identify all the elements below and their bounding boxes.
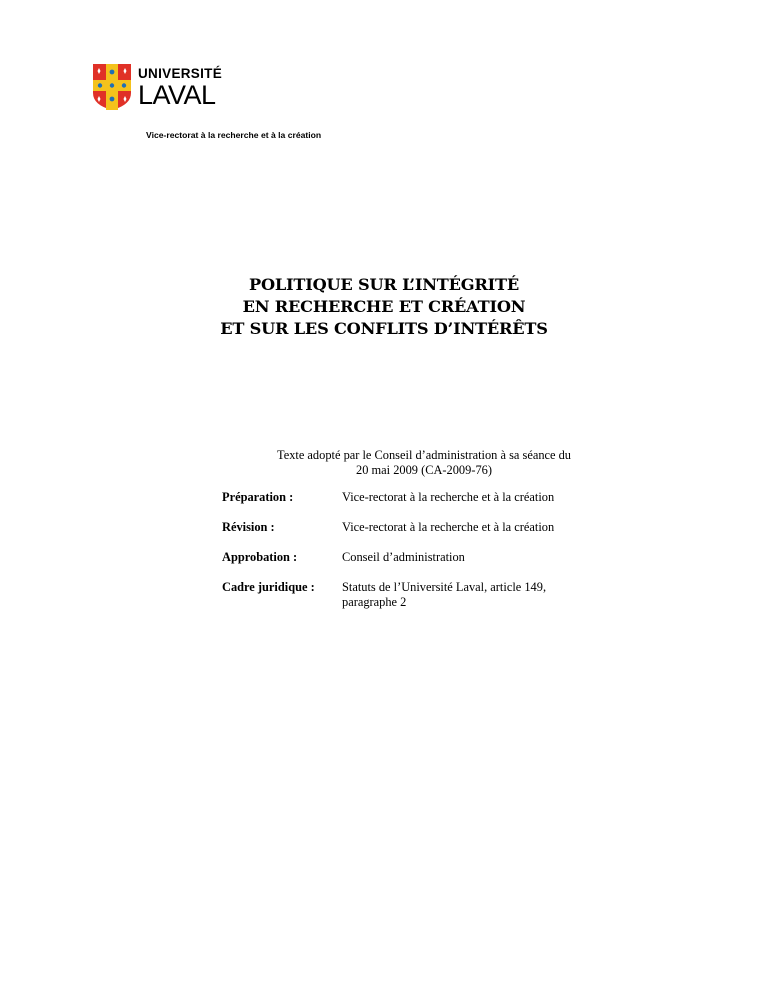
- title-line-2: EN RECHERCHE ET CRÉATION: [242, 297, 526, 316]
- title-line-3: ET SUR LES CONFLITS D’INTÉRÊTS: [220, 319, 548, 338]
- meta-value: [342, 520, 602, 535]
- adoption-line-2: 20 mai 2009 (CA-2009-76): [356, 463, 492, 477]
- meta-row-cadre-juridique: [222, 580, 602, 610]
- meta-value: [342, 490, 602, 505]
- department-heading: Vice-rectorat à la recherche et à la création: [146, 130, 322, 140]
- meta-value-line: Vice-rectorat à la recherche et à la création: [342, 520, 555, 534]
- meta-value: [342, 580, 602, 610]
- meta-value-line: Conseil d’administration: [342, 550, 465, 564]
- university-shield-icon: [92, 63, 132, 111]
- meta-row-revision: [222, 520, 602, 535]
- meta-label: Révision :: [222, 520, 275, 534]
- adoption-note: [248, 448, 600, 478]
- meta-value-line: paragraphe 2: [342, 595, 407, 609]
- university-logo: [92, 63, 222, 111]
- meta-label: Cadre juridique :: [222, 580, 315, 594]
- meta-row-preparation: [222, 490, 602, 505]
- meta-value-line: Statuts de l’Université Laval, article 149,: [342, 580, 547, 594]
- title-line-1: POLITIQUE SUR L’INTÉGRITÉ: [248, 275, 520, 294]
- university-wordmark: [138, 67, 222, 109]
- meta-label: Approbation :: [222, 550, 298, 564]
- document-title: [0, 274, 768, 340]
- logo-text-universite: UNIVERSITÉ: [138, 66, 223, 81]
- logo-text-laval: LAVAL: [138, 79, 216, 110]
- meta-value: [342, 550, 602, 565]
- meta-label: Préparation :: [222, 490, 294, 504]
- meta-value-line: Vice-rectorat à la recherche et à la création: [342, 490, 555, 504]
- meta-row-approbation: [222, 550, 602, 565]
- document-metadata: [222, 490, 602, 625]
- adoption-line-1: Texte adopté par le Conseil d’administration à sa séance du: [277, 448, 571, 462]
